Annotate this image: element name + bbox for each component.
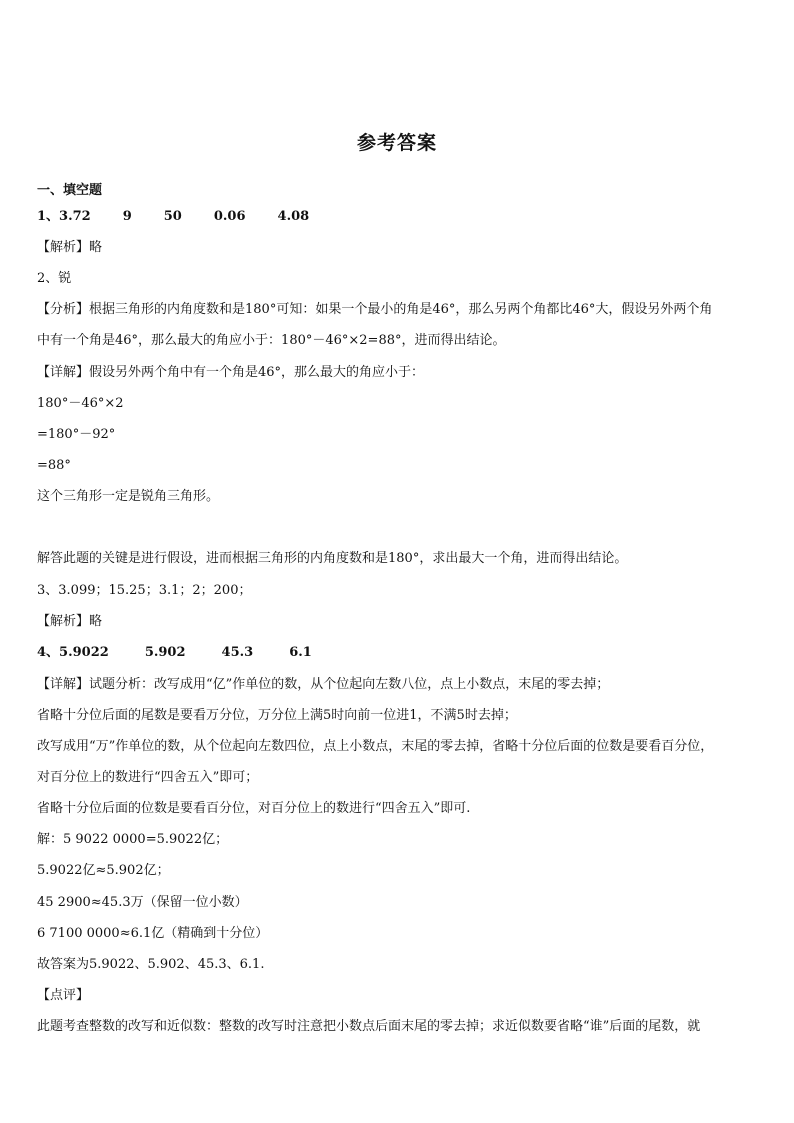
- q1-answer-2: 9: [122, 209, 132, 224]
- q4-review-text: 此题考查整数的改写和近似数：整数的改写时注意把小数点后面末尾的零去掉；求近似数要省略“谁”后面的尾数，就: [37, 1019, 701, 1034]
- q1-answer-4: 0.06: [213, 209, 246, 224]
- q2-analysis-line-2: 中有一个角是46°，那么最大的角应小于：180°－46°×2=88°，进而得出结论。: [37, 333, 506, 348]
- q4-detail-line-4: 对百分位上的数进行“四舍五入”即可；: [37, 770, 259, 785]
- q4-answer-2: 5.902: [144, 645, 186, 660]
- q4-detail-line-3: 改写成用“万”作单位的数，从个位起向左数四位，点上小数点，末尾的零去掉，省略十分位后面的位数是要看百分位，: [37, 739, 714, 754]
- page-title: 参考答案: [356, 132, 437, 154]
- q2-conclusion: 这个三角形一定是锐角三角形。: [37, 489, 220, 504]
- q1-answers: [37, 209, 762, 225]
- section-heading-fill-blank: 一、填空题: [37, 183, 103, 198]
- q4-review-label: 【点评】: [37, 988, 90, 1003]
- q3-analysis: 【解析】略: [37, 614, 103, 629]
- q4-solution-4: 6 7100 0000≈6.1亿（精确到十分位）: [37, 926, 269, 941]
- q3-heading: 3、3.099；15.25；3.1；2；200；: [37, 583, 252, 598]
- q2-heading: 2、锐: [37, 271, 72, 286]
- q1-analysis: 【解析】略: [37, 240, 103, 255]
- q4-answer-4: 6.1: [289, 645, 312, 660]
- q2-calc-1: 180°－46°×2: [37, 396, 124, 411]
- q4-answer-1: 5.9022: [59, 645, 109, 660]
- q4-detail-line-1: 【详解】试题分析：改写成用“亿”作单位的数，从个位起向左数八位，点上小数点，末尾的零去掉；: [37, 677, 610, 692]
- q4-solution-2: 5.9022亿≈5.902亿；: [37, 863, 170, 878]
- q4-detail-line-2: 省略十分位后面的尾数是要看万分位，万分位上满5时向前一位进1，不满5时去掉；: [37, 708, 517, 723]
- q2-key-point: 解答此题的关键是进行假设，进而根据三角形的内角度数和是180°，求出最大一个角，进而得出结论。: [37, 551, 628, 566]
- q4-answers: [37, 645, 762, 661]
- q4-solution-5: 故答案为5.9022、5.902、45.3、6.1.: [37, 957, 265, 972]
- q1-answer-1: 3.72: [59, 209, 91, 224]
- q4-detail-line-5: 省略十分位后面的位数是要看百分位，对百分位上的数进行“四舍五入”即可.: [37, 801, 471, 816]
- q4-solution-3: 45 2900≈45.3万（保留一位小数）: [37, 895, 248, 910]
- q4-answer-3: 45.3: [221, 645, 254, 660]
- q4-solution-1: 解：5 9022 0000=5.9022亿；: [37, 832, 229, 847]
- q1-prefix: 1、: [37, 209, 60, 224]
- q2-calc-3: =88°: [37, 458, 71, 473]
- q4-prefix: 4、: [37, 645, 60, 660]
- q2-calc-2: =180°－92°: [37, 427, 116, 442]
- q2-detail: 【详解】假设另外两个角中有一个角是46°，那么最大的角应小于：: [37, 365, 425, 380]
- q1-answer-3: 50: [163, 209, 182, 224]
- q1-answer-5: 4.08: [277, 209, 310, 224]
- q2-analysis-line-1: 【分析】根据三角形的内角度数和是180°可知：如果一个最小的角是46°，那么另两个角都比46°大，假设另外两个角: [37, 302, 713, 317]
